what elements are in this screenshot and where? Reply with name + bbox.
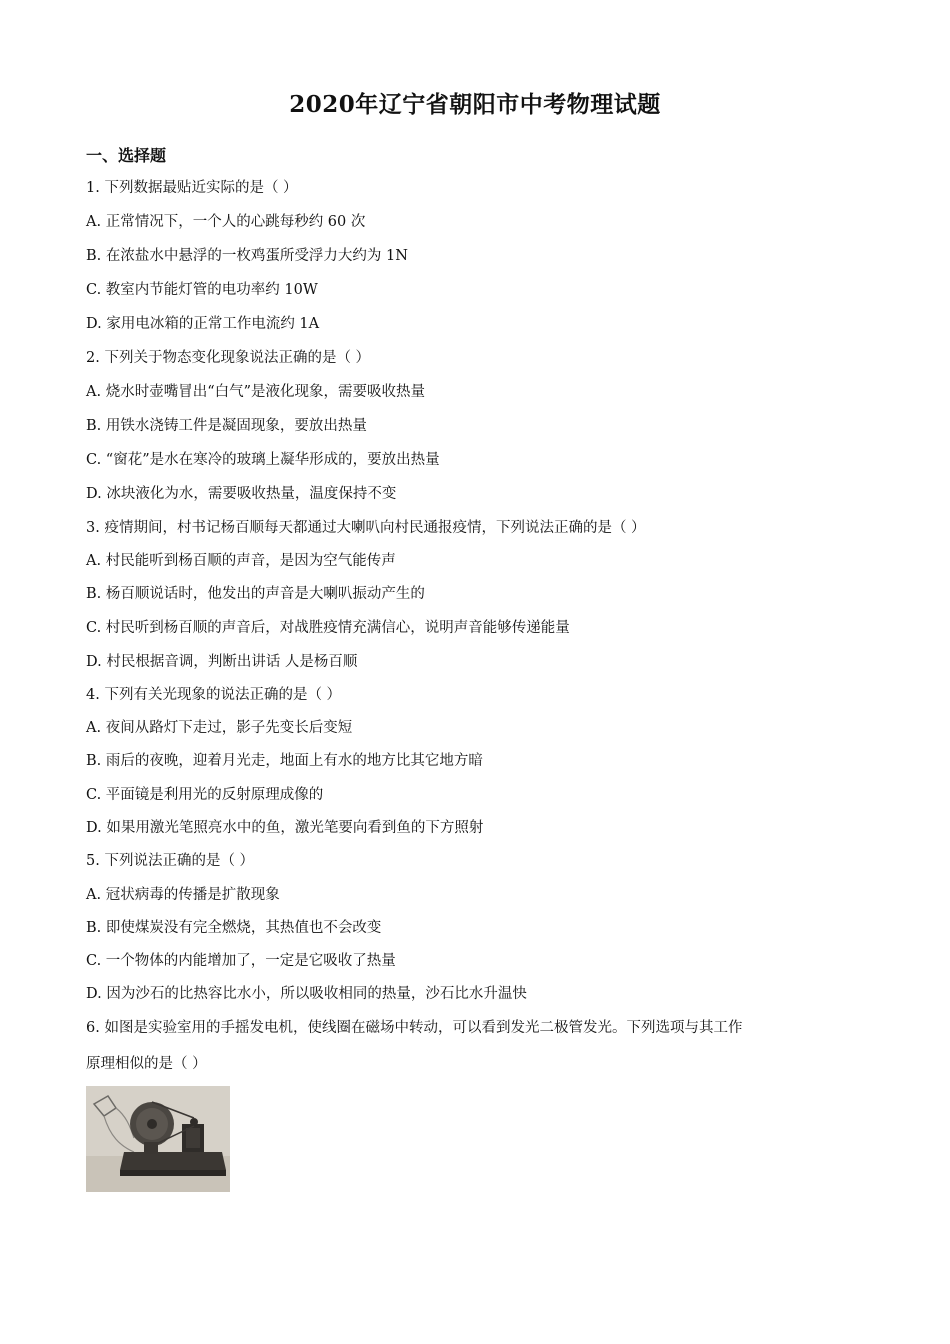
question-3-option-b: B. 杨百顺说话时，他发出的声音是大喇叭振动产生的: [86, 586, 425, 602]
question-4-option-a: A. 夜间从路灯下走过，影子先变长后变短: [86, 720, 353, 736]
question-1-option-a: A. 正常情况下，一个人的心跳每秒约 60 次: [86, 214, 366, 230]
question-4-option-d: D. 如果用激光笔照亮水中的鱼，激光笔要向看到鱼的下方照射: [86, 820, 484, 836]
question-5-option-d: D. 因为沙石的比热容比水小，所以吸收相同的热量，沙石比水升温快: [86, 986, 527, 1002]
question-6-stem-cont: 原理相似的是（ ）: [86, 1056, 207, 1072]
question-2-option-b: B. 用铁水浇铸工件是凝固现象，要放出热量: [86, 418, 367, 434]
hand-crank-generator-image: [86, 1086, 230, 1192]
question-5-stem: 5. 下列说法正确的是（ ）: [86, 853, 255, 869]
question-3-option-c: C. 村民听到杨百顺的声音后，对战胜疫情充满信心，说明声音能够传递能量: [86, 620, 570, 636]
question-4-stem: 4. 下列有关光现象的说法正确的是（ ）: [86, 687, 342, 703]
question-4-option-c: C. 平面镜是利用光的反射原理成像的: [86, 787, 324, 803]
question-1-stem: 1. 下列数据最贴近实际的是（ ）: [86, 180, 298, 196]
question-3-option-a: A. 村民能听到杨百顺的声音，是因为空气能传声: [86, 553, 396, 569]
question-5-option-c: C. 一个物体的内能增加了，一定是它吸收了热量: [86, 953, 396, 969]
question-2-stem: 2. 下列关于物态变化现象说法正确的是（ ）: [86, 350, 371, 366]
question-5-option-b: B. 即使煤炭没有完全燃烧，其热值也不会改变: [86, 920, 382, 936]
section-heading: 一、选择题: [86, 146, 167, 165]
question-5-option-a: A. 冠状病毒的传播是扩散现象: [86, 887, 280, 903]
document-title: 2020年辽宁省朝阳市中考物理试题: [289, 91, 661, 118]
question-4-option-b: B. 雨后的夜晚，迎着月光走，地面上有水的地方比其它地方暗: [86, 753, 483, 769]
question-1-option-c: C. 教室内节能灯管的电功率约 10W: [86, 282, 318, 298]
question-3-stem: 3. 疫情期间，村书记杨百顺每天都通过大喇叭向村民通报疫情，下列说法正确的是（ ）: [86, 520, 646, 536]
question-1-option-b: B. 在浓盐水中悬浮的一枚鸡蛋所受浮力大约为 1N: [86, 248, 408, 264]
question-6-stem: 6. 如图是实验室用的手摇发电机，使线圈在磁场中转动，可以看到发光二极管发光。下列选项与其工作: [86, 1020, 743, 1036]
question-2-option-d: D. 冰块液化为水，需要吸收热量，温度保持不变: [86, 486, 397, 502]
question-1-option-d: D. 家用电冰箱的正常工作电流约 1A: [86, 316, 320, 332]
question-2-option-a: A. 烧水时壶嘴冒出“白气”是液化现象，需要吸收热量: [86, 384, 426, 400]
question-2-option-c: C. “窗花”是水在寒冷的玻璃上凝华形成的，要放出热量: [86, 452, 440, 468]
question-3-option-d: D. 村民根据音调，判断出讲话 人是杨百顺: [86, 654, 358, 670]
